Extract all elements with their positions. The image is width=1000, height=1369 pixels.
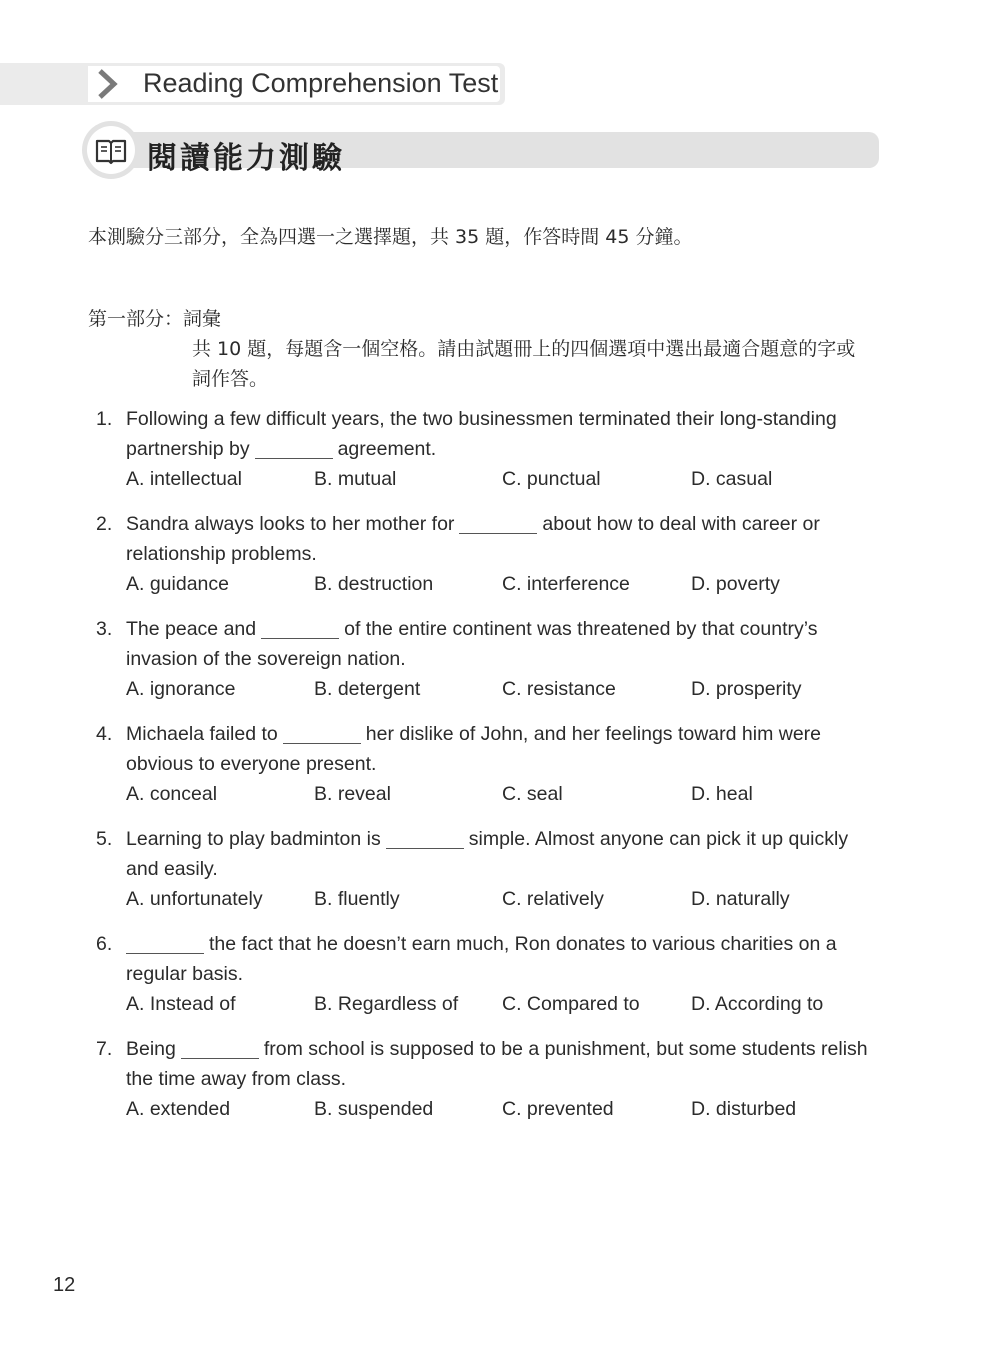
question-text: simple. Almost anyone can pick it up quickly: [468, 828, 849, 850]
question-number: 6.: [96, 933, 113, 955]
question-text: the time away from class.: [126, 1068, 346, 1090]
answer-option: D. casual: [691, 468, 773, 490]
answer-option: D. prosperity: [691, 678, 802, 700]
answer-option: D. poverty: [691, 573, 780, 595]
question-text: Learning to play badminton is: [126, 828, 381, 850]
answer-option: B. fluently: [314, 888, 400, 910]
answer-blank: [261, 620, 339, 639]
part-description-line: 共 10 題，每題含一個空格。請由試題冊上的四個選項中選出最適合題意的字或: [192, 338, 856, 360]
question-text-line: [126, 1038, 868, 1061]
question-text: the fact that he doesn’t earn much, Ron donates to various charities on a: [209, 933, 837, 955]
answer-option: B. mutual: [314, 468, 397, 490]
question-text-line: [126, 408, 837, 431]
answer-option: A. Instead of: [126, 993, 236, 1015]
answer-option: D. disturbed: [691, 1098, 797, 1120]
answer-option: B. Regardless of: [314, 993, 459, 1015]
answer-option: C. Compared to: [502, 993, 640, 1015]
question-text-line: [126, 858, 218, 881]
question-text: agreement.: [337, 438, 437, 460]
answer-option: A. conceal: [126, 783, 218, 805]
open-book-icon: [94, 137, 128, 165]
question-number: 3.: [96, 618, 113, 640]
english-title: Reading Comprehension Test: [143, 68, 499, 98]
question-text: Following a few difficult years, the two businessmen terminated their long-standing: [126, 408, 837, 430]
page-number: 12: [53, 1274, 76, 1296]
question-text: Being: [126, 1038, 176, 1060]
question-number: 2.: [96, 513, 113, 535]
answer-option: A. intellectual: [126, 468, 242, 490]
answer-option: D. heal: [691, 783, 753, 805]
question-text: her dislike of John, and her feelings toward him were: [365, 723, 822, 745]
answer-blank: [459, 515, 537, 534]
answer-option: C. seal: [502, 783, 563, 805]
answer-option: A. ignorance: [126, 678, 236, 700]
question-text: regular basis.: [126, 963, 244, 985]
answer-option: C. relatively: [502, 888, 604, 910]
question-text-line: [126, 753, 376, 776]
question-text: relationship problems.: [126, 543, 317, 565]
chevron-right-icon: [88, 67, 126, 101]
part-description-line: 詞作答。: [192, 368, 269, 390]
question-text-line: [126, 648, 406, 671]
answer-option: B. reveal: [314, 783, 391, 805]
answer-option: A. unfortunately: [126, 888, 263, 910]
question-text: about how to deal with career or: [542, 513, 820, 535]
answer-option: D. According to: [691, 993, 824, 1015]
answer-option: A. extended: [126, 1098, 231, 1120]
question-text: Sandra always looks to her mother for: [126, 513, 455, 535]
answer-blank: [255, 440, 333, 459]
answer-option: B. suspended: [314, 1098, 434, 1120]
answer-blank: [181, 1040, 259, 1059]
question-text: The peace and: [126, 618, 257, 640]
answer-blank: [126, 935, 204, 954]
test-instructions: 本測驗分三部分，全為四選一之選擇題，共 35 題，作答時間 45 分鐘。: [88, 226, 693, 248]
answer-blank: [386, 830, 464, 849]
question-text-line: [126, 723, 821, 746]
question-text-line: [126, 543, 317, 566]
answer-option: C. resistance: [502, 678, 616, 700]
question-number: 1.: [96, 408, 113, 430]
question-text-line: [126, 963, 243, 986]
question-text-line: [126, 438, 436, 461]
answer-option: B. detergent: [314, 678, 421, 700]
question-number: 5.: [96, 828, 113, 850]
answer-blank: [283, 725, 361, 744]
question-text-line: [126, 933, 837, 956]
question-text: from school is supposed to be a punishment, but some students relish: [263, 1038, 868, 1060]
question-text-line: [126, 513, 820, 536]
answer-option: C. interference: [502, 573, 630, 595]
question-text-line: [126, 828, 848, 851]
answer-option: A. guidance: [126, 573, 229, 595]
question-text: obvious to everyone present.: [126, 753, 377, 775]
question-text-line: [126, 618, 817, 641]
part-description: [192, 334, 892, 394]
question-text: partnership by: [126, 438, 250, 460]
question-number: 7.: [96, 1038, 113, 1060]
answer-option: C. prevented: [502, 1098, 614, 1120]
question-text: and easily.: [126, 858, 218, 880]
answer-option: B. destruction: [314, 573, 434, 595]
question-text-line: [126, 1068, 346, 1091]
answer-option: D. naturally: [691, 888, 790, 910]
part-title: 第一部分：詞彙: [88, 308, 222, 330]
question-text: of the entire continent was threatened by that country’s: [344, 618, 818, 640]
question-text: Michaela failed to: [126, 723, 278, 745]
answer-option: C. punctual: [502, 468, 601, 490]
question-number: 4.: [96, 723, 113, 745]
chinese-section-title: 閱讀能力測驗: [147, 141, 345, 176]
question-text: invasion of the sovereign nation.: [126, 648, 406, 670]
